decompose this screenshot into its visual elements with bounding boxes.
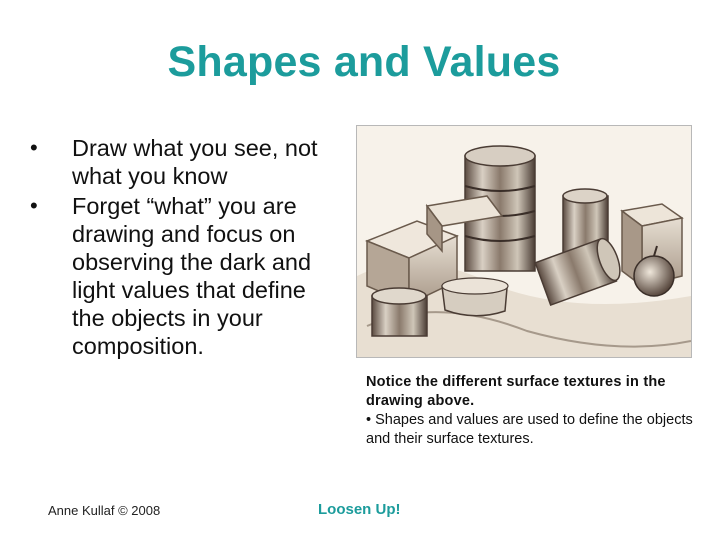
- still-life-drawing-icon: [357, 126, 691, 357]
- bullet-text: Draw what you see, not what you know: [72, 135, 318, 189]
- bullet-item: [28, 192, 338, 360]
- bullet-icon: •: [30, 135, 38, 160]
- slide-title: Shapes and Values: [167, 38, 561, 86]
- caption-heading: Notice the different surface textures in the drawing above.: [366, 374, 666, 409]
- footer-author: Anne Kullaf © 2008: [48, 503, 161, 518]
- still-life-drawing-image: [356, 125, 692, 358]
- footer-title: Loosen Up!: [318, 501, 401, 518]
- bullet-list: [28, 134, 338, 362]
- caption-body: • Shapes and values are used to define the objects and their surface textures.: [366, 412, 693, 447]
- bullet-item: [28, 134, 338, 190]
- image-caption: [366, 373, 696, 449]
- bullet-icon: •: [30, 193, 38, 218]
- bullet-text: Forget “what” you are drawing and focus on observing the dark and light values that define the objects in your composition.: [72, 193, 312, 359]
